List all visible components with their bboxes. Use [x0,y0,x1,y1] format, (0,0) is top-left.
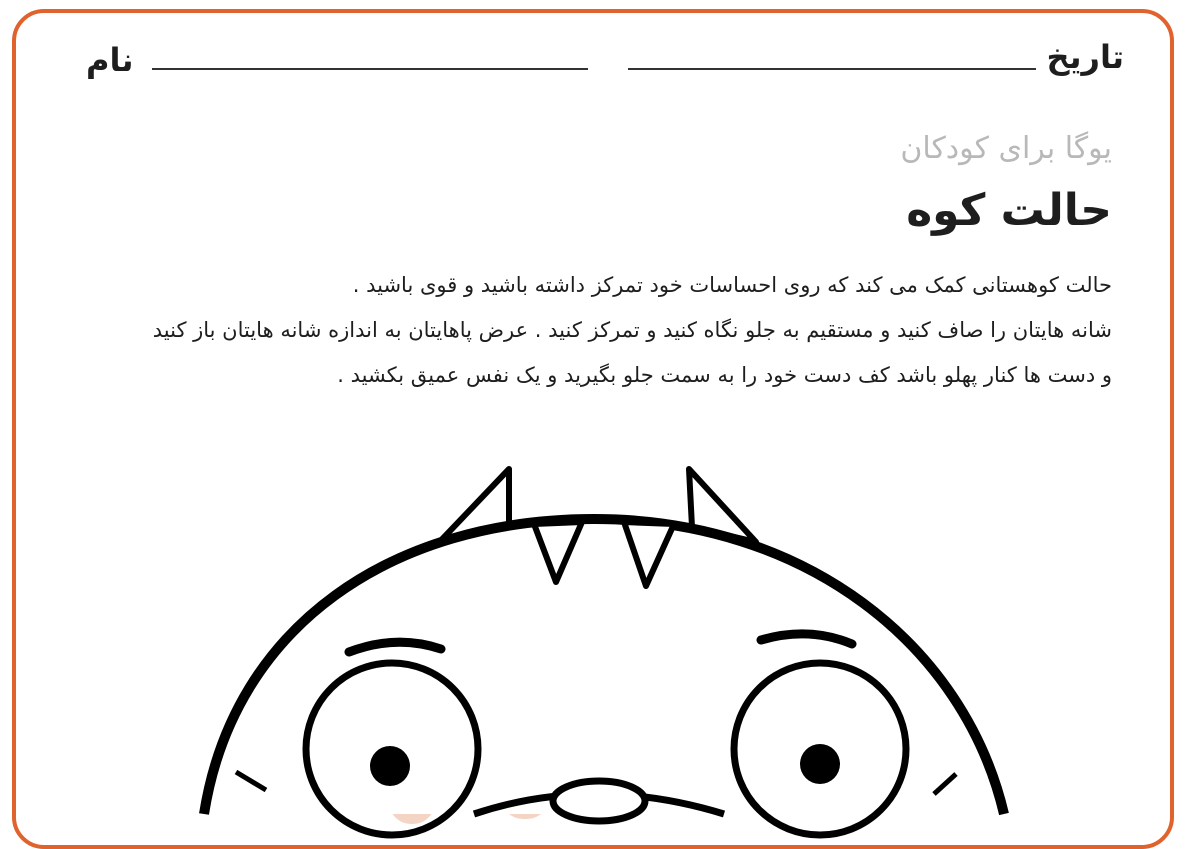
description-line: شانه هایتان را صاف کنید و مستقیم به جلو نگاه کنید و تمرکز کنید . عرض پاهایتان به اندازه شانه هایتان باز کنید [152,318,1112,342]
subtitle: یوگا برای کودکان [900,131,1112,166]
description-line: و دست ها کنار پهلو باشد کف دست خود را به سمت جلو بگیرید و یک نفس عمیق بکشید . [337,363,1112,387]
date-label: تاریخ [1046,38,1124,76]
name-label: نام [86,41,134,79]
cat-head [204,519,1004,814]
page-title: حالت کوه [906,185,1112,236]
cat-illustration [16,13,1174,849]
worksheet-frame [12,9,1174,849]
description-line: حالت کوهستانی کمک می کند که روی احساسات خود تمرکز داشته باشید و قوی باشید . [352,273,1112,297]
